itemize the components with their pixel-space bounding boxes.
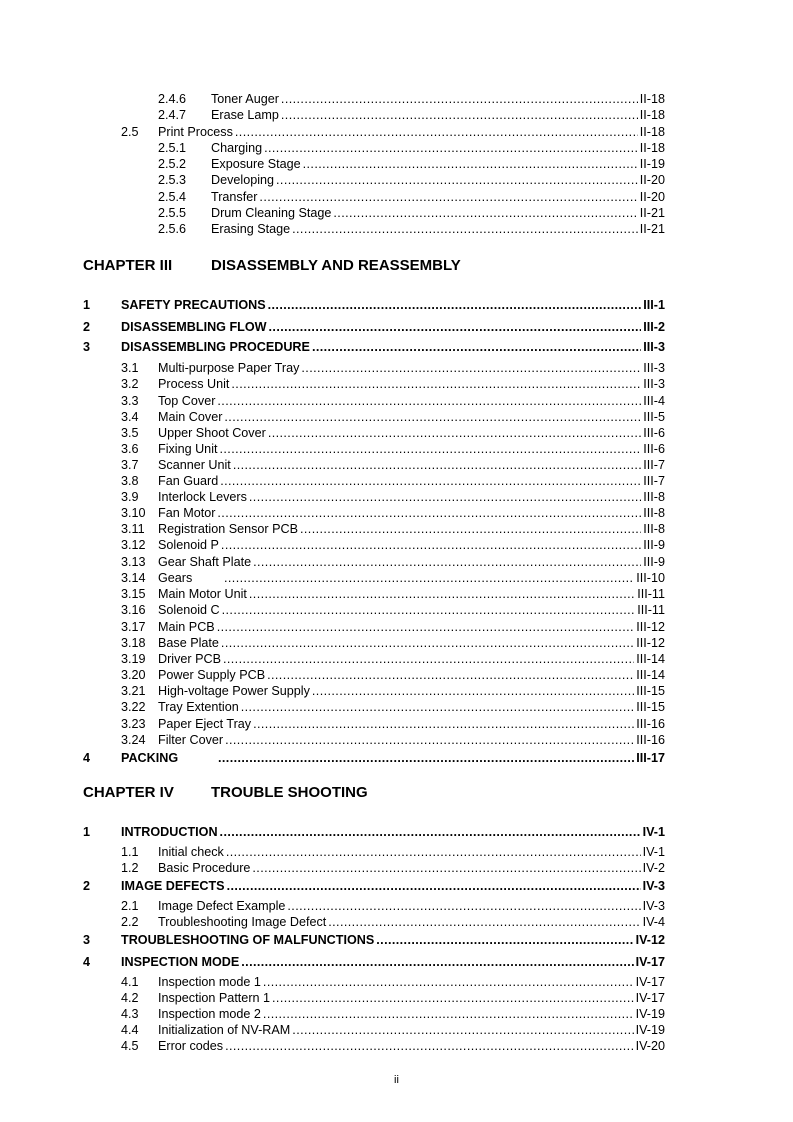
chapter-3-title: DISASSEMBLY AND REASSEMBLY: [211, 257, 461, 274]
toc-entry-title: Fixing Unit: [158, 442, 218, 456]
toc-subsection-entry: [0, 140, 793, 156]
toc-subsection-entry: [0, 635, 793, 651]
toc-entry-page: II-18: [639, 92, 665, 106]
dot-leader: [253, 554, 641, 570]
dot-leader: [281, 91, 638, 107]
toc-section-entry: [0, 750, 793, 766]
toc-entry-number: 3: [83, 340, 91, 354]
toc-subsection-entry: [0, 473, 793, 489]
toc-entry-title: Transfer: [211, 190, 258, 204]
dot-leader: [268, 297, 642, 313]
toc-entry-page: III-12: [636, 636, 665, 650]
toc-entry-title: Print Process: [158, 125, 233, 139]
toc-entry-number: 2: [83, 320, 91, 334]
toc-subsection-entry: [0, 360, 793, 376]
dot-leader: [225, 1038, 634, 1054]
toc-entry-number: 3.5: [121, 426, 139, 440]
toc-entry-page: III-3: [643, 340, 665, 354]
dot-leader: [333, 205, 637, 221]
toc-entry-title: Paper Eject Tray: [158, 717, 252, 731]
dot-leader: [292, 1022, 633, 1038]
toc-entry-page: III-16: [636, 717, 665, 731]
toc-subsection-entry: [0, 457, 793, 473]
toc-entry-number: 3.9: [121, 490, 139, 504]
toc-entry-title: DISASSEMBLING PROCEDURE: [121, 340, 310, 354]
chapter-4-label: CHAPTER IV: [83, 784, 174, 801]
toc-entry-title: PACKING: [121, 751, 179, 765]
dot-leader: [267, 667, 634, 683]
toc-entry-title: Upper Shoot Cover: [158, 426, 266, 440]
toc-subsection-entry: [0, 205, 793, 221]
dot-leader: [241, 699, 635, 715]
dot-leader: [235, 124, 638, 140]
toc-entry-number: 3.12: [121, 538, 146, 552]
toc-entry-number: 2: [83, 879, 91, 893]
chapter-4-title: TROUBLE SHOOTING: [211, 784, 368, 801]
toc-entry-page: II-21: [639, 222, 665, 236]
dot-leader: [222, 602, 636, 618]
toc-entry-title: Main Motor Unit: [158, 587, 247, 601]
toc-entry-title: Erasing Stage: [211, 222, 291, 236]
toc-entry-page: II-18: [639, 125, 665, 139]
dot-leader: [269, 319, 642, 335]
toc-entry-page: III-9: [643, 538, 665, 552]
toc-entry-page: III-8: [643, 490, 665, 504]
chapter-3-label: CHAPTER III: [83, 257, 173, 274]
toc-entry-page: III-5: [643, 410, 665, 424]
toc-section-entry: [0, 824, 793, 840]
toc-entry-number: 4.1: [121, 975, 139, 989]
toc-entry-number: 2.5.4: [158, 190, 187, 204]
dot-leader: [249, 489, 641, 505]
dot-leader: [312, 683, 634, 699]
toc-section-entry: [0, 954, 793, 970]
toc-entry-number: 2.5.6: [158, 222, 187, 236]
toc-entry-title: Inspection Pattern 1: [158, 991, 271, 1005]
toc-subsection-entry: [0, 554, 793, 570]
toc-entry-title: Fan Guard: [158, 474, 219, 488]
toc-entry-title: Toner Auger: [211, 92, 279, 106]
toc-entry-page: III-1: [643, 298, 665, 312]
toc-entry-number: 3.22: [121, 700, 146, 714]
toc-entry-number: 3.4: [121, 410, 139, 424]
toc-entry-number: 3.23: [121, 717, 146, 731]
toc-entry-page: IV-17: [635, 955, 665, 969]
toc-subsection-entry: [0, 716, 793, 732]
toc-entry-page: IV-12: [635, 933, 665, 947]
dot-leader: [263, 974, 634, 990]
toc-entry-page: III-8: [643, 506, 665, 520]
toc-entry-number: 3.16: [121, 603, 146, 617]
toc-subsection-entry: [0, 683, 793, 699]
toc-entry-number: 2.5.3: [158, 173, 187, 187]
toc-entry-number: 3.11: [121, 522, 145, 536]
toc-entry-page: IV-3: [642, 899, 665, 913]
toc-entry-page: III-8: [643, 522, 665, 536]
dot-leader: [268, 425, 641, 441]
toc-entry-number: 2.4.6: [158, 92, 187, 106]
toc-entry-number: 3.3: [121, 394, 139, 408]
toc-entry-number: 4.4: [121, 1023, 139, 1037]
toc-entry-title: IMAGE DEFECTS: [121, 879, 225, 893]
dot-leader: [231, 376, 641, 392]
toc-entry-title: Top Cover: [158, 394, 216, 408]
toc-entry-title: Developing: [211, 173, 275, 187]
toc-entry-number: 2.5: [121, 125, 139, 139]
toc-subsection-entry: [0, 425, 793, 441]
toc-entry-page: III-11: [637, 603, 665, 617]
dot-leader: [249, 586, 635, 602]
toc-entry-page: III-6: [643, 442, 665, 456]
toc-entry-number: 3.15: [121, 587, 146, 601]
toc-entry-title: Gear Shaft Plate: [158, 555, 252, 569]
toc-subsection-entry: [0, 409, 793, 425]
toc-subsection-entry: [0, 914, 793, 930]
toc-entry-number: 2.4.7: [158, 108, 187, 122]
toc-entry-number: 2.5.5: [158, 206, 187, 220]
toc-subsection-entry: [0, 586, 793, 602]
toc-entry-page: III-15: [636, 684, 665, 698]
toc-entry-number: 4.5: [121, 1039, 139, 1053]
toc-entry-number: 3.19: [121, 652, 146, 666]
dot-leader: [220, 824, 641, 840]
toc-entry-title: Initialization of NV-RAM: [158, 1023, 291, 1037]
toc-entry-number: 2.5.2: [158, 157, 187, 171]
toc-section-entry: [0, 932, 793, 948]
dot-leader: [252, 860, 640, 876]
dot-leader: [328, 914, 640, 930]
toc-entry-page: IV-19: [635, 1023, 665, 1037]
toc-entry-page: IV-19: [635, 1007, 665, 1021]
toc-subsection-entry: [0, 124, 793, 140]
dot-leader: [300, 521, 641, 537]
toc-entry-number: 3.20: [121, 668, 146, 682]
toc-entry-title: INTRODUCTION: [121, 825, 218, 839]
toc-entry-page: II-21: [639, 206, 665, 220]
toc-entry-page: IV-4: [642, 915, 665, 929]
toc-subsection-entry: [0, 489, 793, 505]
toc-entry-number: 1: [83, 825, 91, 839]
dot-leader: [224, 570, 634, 586]
toc-subsection-entry: [0, 221, 793, 237]
toc-entry-page: II-18: [639, 108, 665, 122]
dot-leader: [220, 473, 641, 489]
toc-entry-title: Solenoid C: [158, 603, 220, 617]
toc-entry-page: III-15: [636, 700, 665, 714]
toc-entry-title: SAFETY PRECAUTIONS: [121, 298, 266, 312]
chapter-3-heading: [83, 256, 783, 276]
toc-subsection-entry: [0, 667, 793, 683]
toc-entry-number: 1: [83, 298, 91, 312]
toc-entry-title: Charging: [211, 141, 263, 155]
toc-entry-page: IV-1: [642, 845, 665, 859]
toc-entry-page: III-11: [637, 587, 665, 601]
toc-entry-title: Registration Sensor PCB: [158, 522, 298, 536]
toc-entry-title: Scanner Unit: [158, 458, 231, 472]
toc-entry-page: III-7: [643, 458, 665, 472]
dot-leader: [303, 156, 638, 172]
toc-entry-number: 3.10: [121, 506, 146, 520]
dot-leader: [259, 189, 637, 205]
toc-subsection-entry: [0, 521, 793, 537]
toc-entry-number: 3: [83, 933, 91, 947]
toc-entry-page: III-9: [643, 555, 665, 569]
toc-section-entry: [0, 878, 793, 894]
toc-entry-title: Fan Motor: [158, 506, 216, 520]
toc-entry-number: 4.2: [121, 991, 139, 1005]
dot-leader: [263, 1006, 634, 1022]
dot-leader: [221, 537, 641, 553]
toc-subsection-entry: [0, 651, 793, 667]
toc-subsection-entry: [0, 376, 793, 392]
dot-leader: [226, 844, 641, 860]
toc-entry-page: III-10: [636, 571, 665, 585]
toc-entry-number: 2.5.1: [158, 141, 187, 155]
dot-leader: [218, 750, 634, 766]
toc-entry-number: 4: [83, 751, 91, 765]
toc-entry-number: 3.21: [121, 684, 146, 698]
dot-leader: [264, 140, 638, 156]
toc-entry-page: III-4: [643, 394, 665, 408]
toc-entry-page: III-14: [636, 652, 665, 666]
dot-leader: [281, 107, 638, 123]
toc-entry-number: 3.2: [121, 377, 139, 391]
toc-entry-title: Inspection mode 2: [158, 1007, 261, 1021]
toc-entry-title: Main Cover: [158, 410, 223, 424]
dot-leader: [241, 954, 633, 970]
toc-entry-title: Main PCB: [158, 620, 215, 634]
dot-leader: [223, 651, 634, 667]
toc-subsection-entry: [0, 537, 793, 553]
toc-entry-title: Process Unit: [158, 377, 230, 391]
toc-entry-number: 3.8: [121, 474, 139, 488]
toc-subsection-entry: [0, 156, 793, 172]
dot-leader: [376, 932, 633, 948]
toc-entry-number: 3.18: [121, 636, 146, 650]
toc-subsection-entry: [0, 699, 793, 715]
dot-leader: [217, 505, 641, 521]
toc-subsection-entry: [0, 860, 793, 876]
toc-entry-title: Inspection mode 1: [158, 975, 261, 989]
toc-entry-page: III-12: [636, 620, 665, 634]
dot-leader: [224, 409, 641, 425]
toc-entry-title: Multi-purpose Paper Tray: [158, 361, 300, 375]
toc-entry-title: INSPECTION MODE: [121, 955, 240, 969]
dot-leader: [292, 221, 638, 237]
toc-subsection-entry: [0, 974, 793, 990]
toc-entry-page: II-19: [639, 157, 665, 171]
toc-section-entry: [0, 297, 793, 313]
toc-entry-page: IV-17: [635, 975, 665, 989]
toc-entry-page: III-2: [643, 320, 665, 334]
toc-entry-title: Basic Procedure: [158, 861, 251, 875]
toc-entry-title: Initial check: [158, 845, 224, 859]
toc-subsection-entry: [0, 172, 793, 188]
toc-entry-number: 3.6: [121, 442, 139, 456]
toc-entry-page: III-17: [636, 751, 665, 765]
toc-entry-number: 2.2: [121, 915, 139, 929]
chapter-4-heading: [83, 783, 783, 803]
toc-entry-title: Interlock Levers: [158, 490, 247, 504]
toc-entry-title: Filter Cover: [158, 733, 224, 747]
dot-leader: [272, 990, 634, 1006]
toc-subsection-entry: [0, 107, 793, 123]
dot-leader: [253, 716, 634, 732]
toc-entry-number: 3.7: [121, 458, 139, 472]
toc-entry-title: DISASSEMBLING FLOW: [121, 320, 267, 334]
toc-entry-title: High-voltage Power Supply: [158, 684, 310, 698]
toc-entry-title: Troubleshooting Image Defect: [158, 915, 327, 929]
toc-subsection-entry: [0, 91, 793, 107]
page-number: ii: [394, 1074, 399, 1086]
dot-leader: [276, 172, 638, 188]
toc-entry-title: TROUBLESHOOTING OF MALFUNCTIONS: [121, 933, 375, 947]
toc-entry-page: IV-20: [635, 1039, 665, 1053]
toc-entry-title: Exposure Stage: [211, 157, 301, 171]
toc-entry-title: Solenoid P: [158, 538, 219, 552]
toc-subsection-entry: [0, 1022, 793, 1038]
toc-entry-page: III-16: [636, 733, 665, 747]
toc-entry-page: IV-17: [635, 991, 665, 1005]
toc-entry-title: Drum Cleaning Stage: [211, 206, 332, 220]
toc-entry-title: Tray Extention: [158, 700, 239, 714]
toc-entry-page: III-7: [643, 474, 665, 488]
toc-entry-number: 3.24: [121, 733, 146, 747]
toc-entry-title: Error codes: [158, 1039, 224, 1053]
toc-entry-number: 4: [83, 955, 91, 969]
toc-entry-page: II-20: [639, 173, 665, 187]
dot-leader: [225, 732, 634, 748]
toc-entry-title: Image Defect Example: [158, 899, 286, 913]
toc-entry-number: 4.3: [121, 1007, 139, 1021]
toc-section-entry: [0, 339, 793, 355]
toc-entry-page: III-6: [643, 426, 665, 440]
toc-section-entry: [0, 319, 793, 335]
toc-entry-page: II-18: [639, 141, 665, 155]
toc-subsection-entry: [0, 189, 793, 205]
dot-leader: [301, 360, 641, 376]
toc-entry-number: 1.2: [121, 861, 139, 875]
dot-leader: [217, 619, 635, 635]
toc-entry-number: 3.17: [121, 620, 146, 634]
toc-subsection-entry: [0, 898, 793, 914]
dot-leader: [217, 393, 641, 409]
toc-entry-title: Erase Lamp: [211, 108, 279, 122]
toc-entry-page: II-20: [639, 190, 665, 204]
dot-leader: [227, 878, 641, 894]
toc-subsection-entry: [0, 570, 793, 586]
dot-leader: [233, 457, 641, 473]
toc-entry-number: 3.14: [121, 571, 146, 585]
toc-entry-page: III-14: [636, 668, 665, 682]
toc-subsection-entry: [0, 505, 793, 521]
toc-subsection-entry: [0, 732, 793, 748]
toc-entry-number: 3.13: [121, 555, 146, 569]
toc-entry-number: 3.1: [121, 361, 139, 375]
toc-entry-page: IV-1: [642, 825, 665, 839]
toc-subsection-entry: [0, 619, 793, 635]
dot-leader: [220, 441, 642, 457]
toc-entry-page: III-3: [643, 377, 665, 391]
toc-entry-title: Driver PCB: [158, 652, 221, 666]
dot-leader: [221, 635, 634, 651]
toc-subsection-entry: [0, 844, 793, 860]
toc-entry-page: IV-3: [642, 879, 665, 893]
toc-subsection-entry: [0, 1038, 793, 1054]
toc-subsection-entry: [0, 393, 793, 409]
toc-entry-number: 2.1: [121, 899, 139, 913]
toc-entry-page: III-3: [643, 361, 665, 375]
toc-subsection-entry: [0, 990, 793, 1006]
toc-entry-page: IV-2: [642, 861, 665, 875]
toc-entry-title: Base Plate: [158, 636, 219, 650]
dot-leader: [312, 339, 641, 355]
toc-entry-title: Power Supply PCB: [158, 668, 266, 682]
toc-entry-title: Gears: [158, 571, 193, 585]
toc-subsection-entry: [0, 1006, 793, 1022]
toc-subsection-entry: [0, 602, 793, 618]
toc-entry-number: 1.1: [121, 845, 139, 859]
dot-leader: [287, 898, 640, 914]
toc-subsection-entry: [0, 441, 793, 457]
